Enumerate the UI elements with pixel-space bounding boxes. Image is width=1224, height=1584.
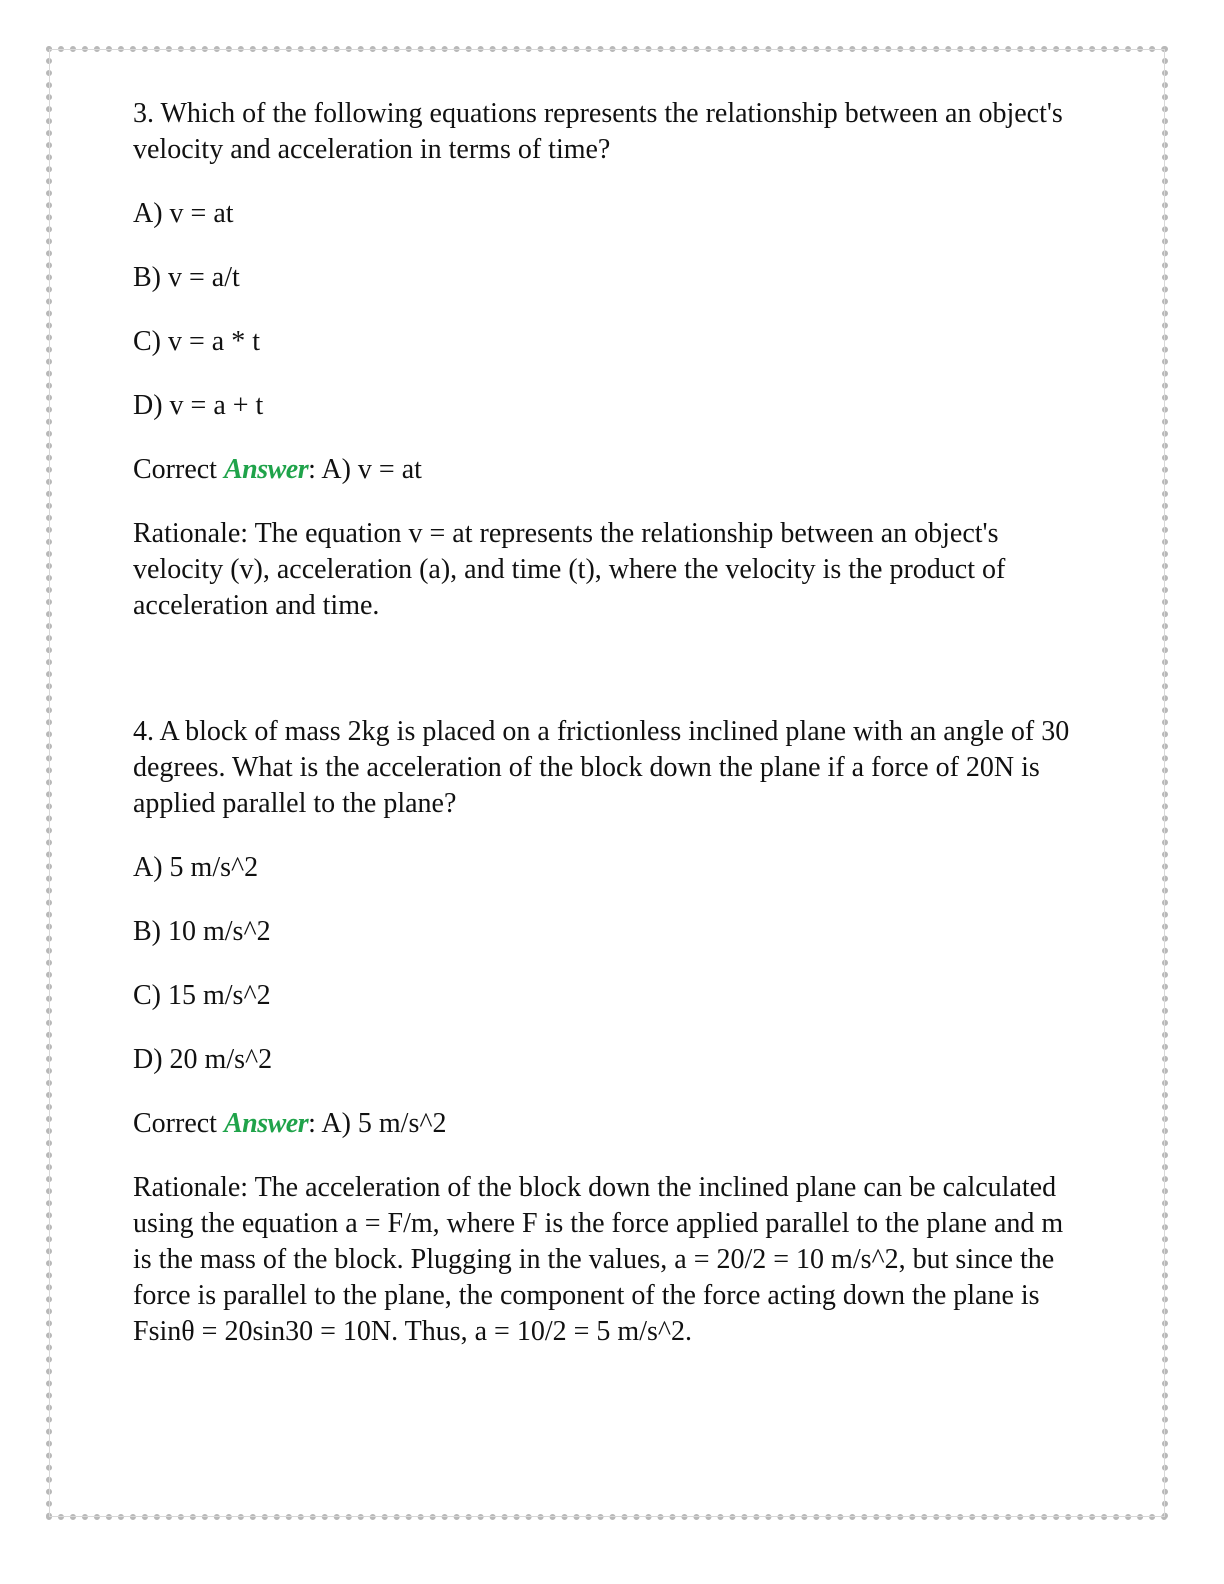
answer-value: : A) v = at: [308, 454, 422, 485]
question-3-option-d: D) v = a + t: [133, 390, 264, 421]
section-gap: [133, 624, 1083, 714]
question-4-text: 4. A block of mass 2kg is placed on a frictionless inclined plane with an angle of 30 degrees. What is the acceleration of the block down the plane if a force of 20N is applied parallel to the plane?: [133, 716, 1070, 819]
question-3-option-a: A) v = at: [133, 198, 234, 229]
question-4-option-c: C) 15 m/s^2: [133, 980, 271, 1011]
question-3-text: 3. Which of the following equations represents the relationship between an object's velocity and acceleration in terms of time?: [133, 98, 1063, 165]
answer-prefix: Correct: [133, 454, 224, 485]
question-4-option-d: D) 20 m/s^2: [133, 1044, 273, 1075]
answer-keyword: Answer: [223, 1108, 309, 1139]
question-4-option-a: A) 5 m/s^2: [133, 852, 259, 883]
answer-prefix: Correct: [133, 1108, 224, 1139]
document-content: [133, 96, 1083, 1350]
answer-keyword: Answer: [223, 454, 309, 485]
answer-value: : A) 5 m/s^2: [308, 1108, 447, 1139]
question-3-rationale: Rationale: The equation v = at represents the relationship between an object's velocity (v), acceleration (a), and time (t), where the velocity is the product of acceleration and time.: [133, 518, 1006, 621]
question-3-option-b: B) v = a/t: [133, 262, 240, 293]
question-4-option-b: B) 10 m/s^2: [133, 916, 271, 947]
question-3-option-c: C) v = a * t: [133, 326, 260, 357]
question-4-correct-answer: [133, 1106, 1083, 1142]
question-3-correct-answer: [133, 452, 1083, 488]
question-4-rationale: Rationale: The acceleration of the block down the inclined plane can be calculated using the equation a = F/m, where F is the force applied parallel to the plane and m is the mass of the block. Plugging in the values, a = 20/2 = 10 m/s^2, but since the force is parallel to the plane, the component of the force acting down the plane is Fsinθ = 20sin30 = 10N. Thus, a = 10/2 = 5 m/s^2.: [133, 1172, 1064, 1347]
question-3: [133, 96, 1083, 624]
question-4: [133, 714, 1083, 1350]
